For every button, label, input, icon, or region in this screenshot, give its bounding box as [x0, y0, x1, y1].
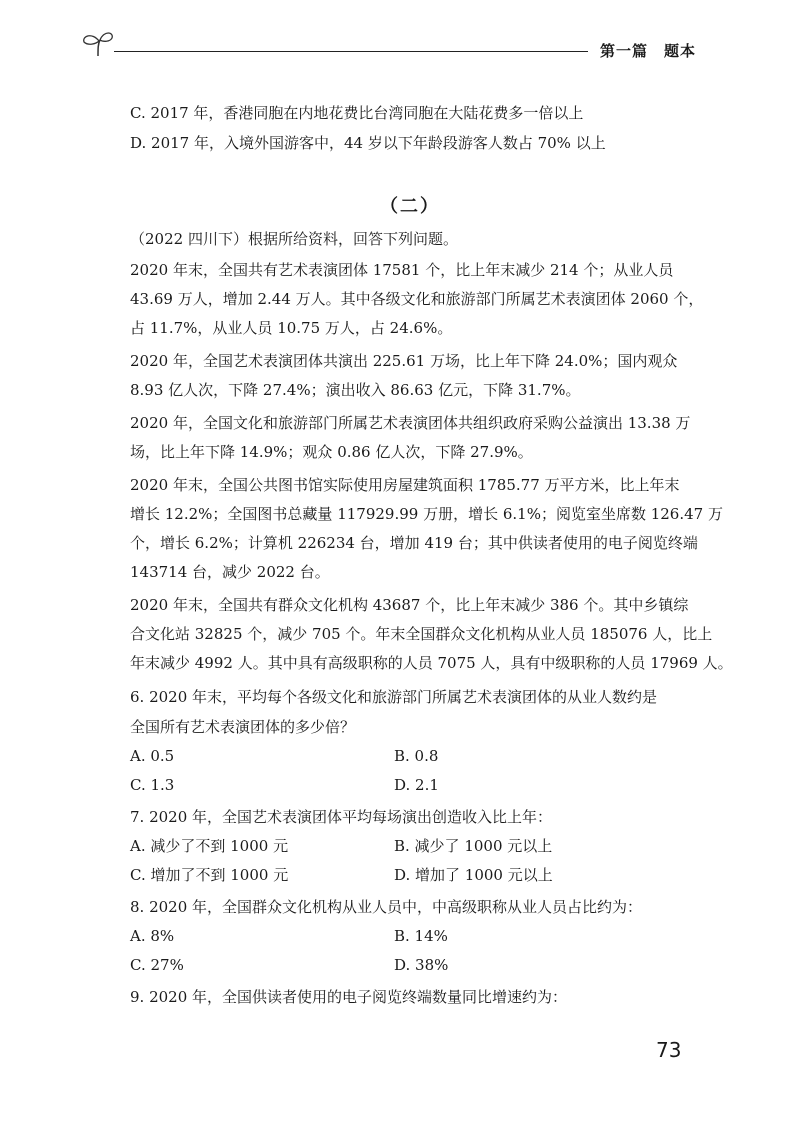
question: [130, 682, 690, 800]
section-heading: （二）: [380, 196, 440, 217]
page-header: [78, 26, 696, 66]
answer-option: D. 增加了 1000 元以上: [394, 866, 553, 884]
paragraph-line: 增长 12.2%；全国图书总藏量 117929.99 万册，增长 6.1%；阅览室坐席数 126.47 万: [130, 505, 723, 523]
question: [130, 982, 690, 1012]
material-paragraph: [130, 347, 690, 405]
paragraph-line: 43.69 万人，增加 2.44 万人。其中各级文化和旅游部门所属艺术表演团体 2060 个，: [130, 290, 704, 308]
page-content: [130, 98, 733, 1012]
question-stem-line: 6. 2020 年末，平均每个各级文化和旅游部门所属艺术表演团体的从业人数约是: [130, 688, 658, 706]
answer-option: A. 0.5: [130, 747, 175, 765]
header-rule: [114, 51, 588, 52]
section-intro: （2022 四川下）根据所给资料，回答下列问题。: [130, 230, 458, 248]
question-stem-line: 全国所有艺术表演团体的多少倍？: [130, 718, 356, 736]
header-title: 第一篇 题本: [599, 42, 696, 60]
answer-option: B. 减少了 1000 元以上: [394, 837, 553, 855]
paragraph-line: 2020 年，全国文化和旅游部门所属艺术表演团体共组织政府采购公益演出 13.38 万: [130, 414, 691, 432]
answer-option: A. 减少了不到 1000 元: [130, 837, 289, 855]
material-paragraph: [130, 591, 733, 678]
question-list: [130, 682, 690, 1012]
question-stem-line: 8. 2020 年，全国群众文化机构从业人员中，中高级职称从业人员占比约为：: [130, 898, 643, 916]
answer-option: B. 14%: [394, 927, 448, 945]
answer-option: D. 38%: [394, 956, 449, 974]
material-paragraph: [130, 409, 690, 467]
page-number: 73: [656, 1038, 682, 1062]
paragraph-line: 2020 年末，全国公共图书馆实际使用房屋建筑面积 1785.77 万平方米，比上年末: [130, 476, 680, 494]
paragraph-line: 8.93 亿人次，下降 27.4%；演出收入 86.63 亿元，下降 31.7%。: [130, 381, 581, 399]
answer-options: [130, 742, 690, 800]
answer-options: [130, 922, 690, 980]
option-c-text: C. 2017 年，香港同胞在内地花费比台湾同胞在大陆花费多一倍以上: [130, 104, 584, 122]
paragraph-line: 个，增长 6.2%；计算机 226234 台，增加 419 台；其中供读者使用的电子阅览终端: [130, 534, 698, 552]
material-paragraph: [130, 256, 704, 343]
answer-option: A. 8%: [130, 927, 175, 945]
answer-options: [130, 832, 690, 890]
answer-option: C. 27%: [130, 956, 184, 974]
answer-option: D. 2.1: [394, 776, 439, 794]
paragraph-line: 2020 年，全国艺术表演团体共演出 225.61 万场，比上年下降 24.0%；国内观众: [130, 352, 678, 370]
paragraph-line: 场，比上年下降 14.9%；观众 0.86 亿人次，下降 27.9%。: [130, 443, 533, 461]
previous-question-options: [130, 98, 690, 158]
paragraph-line: 合文化站 32825 个，减少 705 个。年末全国群众文化机构从业人员 185076 人，比上: [130, 625, 713, 643]
question-stem-line: 7. 2020 年，全国艺术表演团体平均每场演出创造收入比上年：: [130, 808, 553, 826]
paragraph-line: 占 11.7%，从业人员 10.75 万人，占 24.6%。: [130, 319, 453, 337]
question: [130, 892, 690, 980]
paragraph-line: 年末减少 4992 人。其中具有高级职称的人员 7075 人，具有中级职称的人员 17969 人。: [130, 654, 733, 672]
material-paragraphs: [130, 256, 733, 678]
paragraph-line: 2020 年末，全国共有艺术表演团体 17581 个，比上年末减少 214 个；从业人员: [130, 261, 674, 279]
paragraph-line: 2020 年末，全国共有群众文化机构 43687 个，比上年末减少 386 个。其中乡镇综: [130, 596, 689, 614]
question: [130, 802, 690, 890]
answer-option: B. 0.8: [394, 747, 439, 765]
material-paragraph: [130, 471, 723, 587]
answer-option: C. 增加了不到 1000 元: [130, 866, 289, 884]
answer-option: C. 1.3: [130, 776, 175, 794]
option-d-text: D. 2017 年，入境外国游客中，44 岁以下年龄段游客人数占 70% 以上: [130, 134, 606, 152]
sprout-icon: [78, 28, 118, 58]
paragraph-line: 143714 台，减少 2022 台。: [130, 563, 330, 581]
question-stem-line: 9. 2020 年，全国供读者使用的电子阅览终端数量同比增速约为：: [130, 988, 568, 1006]
